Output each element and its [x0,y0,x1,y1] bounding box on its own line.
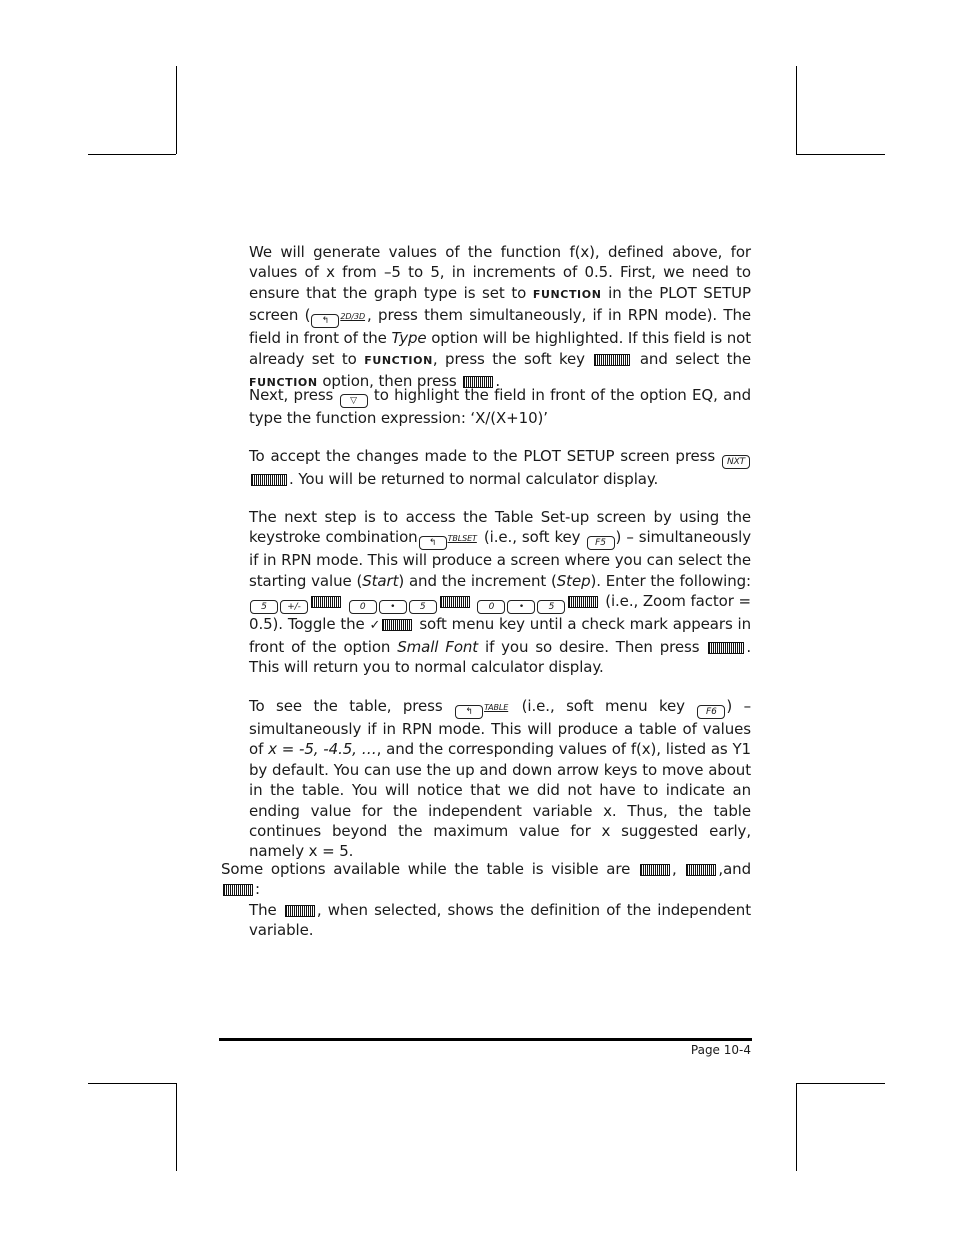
crop-mark [176,1083,177,1171]
text: To see the table, press [249,697,455,715]
left-shift-key-icon: ↰ [311,314,339,328]
text: soft menu key until a check mark appears in front of the option [249,615,751,656]
text: , and the corresponding values of f(x), listed as Y1 by default. You can use the up and down arrow keys to move about in the table. You will notice that we did not have to indicate an ending value for the independent variable x. Thus, the table continues beyond the maximum value for x suggested early, namely x = 5. [249,740,751,861]
text: , when selected, shows the definition of the independent variable. [249,901,751,940]
text: (i.e., soft menu key [510,697,697,715]
crop-mark [796,66,797,154]
text: . [495,372,500,391]
paragraph-function-setup [249,242,751,393]
text: option, then press [317,372,462,391]
zero-key-icon: 0 [349,600,377,614]
zero-key-icon: 0 [477,600,505,614]
text: if you so desire. Then press [478,637,707,656]
page-number: Page 10-4 [690,1043,751,1057]
function-keyword: FUNCTION [532,287,602,301]
crop-mark [176,66,177,154]
crop-mark [796,154,885,155]
step-emphasis: Step [556,571,591,590]
text: . You will be returned to normal calculator display. [289,470,659,488]
text: , press the soft key [432,349,593,368]
ok-softkey-icon [568,596,598,608]
function-keyword: FUNCTION [364,353,433,367]
check-mark-icon: ✓ [369,618,381,634]
decimal-key-icon: • [507,600,535,614]
down-arrow-key-icon: ▽ [340,394,368,408]
footer-rule [219,1038,752,1041]
crop-mark [796,1083,797,1171]
text: ) and the increment ( [398,571,557,590]
choos-softkey-icon [594,354,630,366]
text: to highlight the field in front of the option EQ, and type the function expression: ‘X/(X+10)’ [249,386,751,427]
zoom-softkey-icon [640,864,670,876]
text: . This will return you to normal calculator display. [249,637,752,677]
text: : [255,880,260,899]
five-key-icon: 5 [409,600,437,614]
left-shift-key-icon: ↰ [419,536,447,550]
text: and select the [632,349,751,368]
paragraph-defn [249,900,751,941]
text: ) – simultaneously if in RPN mode. This will produce a screen where you can select the starting value ( [249,528,751,590]
text: ,and [718,860,751,878]
paragraph-accept-changes [249,446,751,489]
text: in the PLOT SETUP screen ( [249,283,751,325]
ok-softkey-icon [708,642,744,654]
text: ). Enter the following: [590,571,751,590]
paragraph-see-table [249,696,751,862]
nxt-key-icon: NXT [722,455,750,469]
paragraph-table-setup [249,507,751,677]
left-shift-key-icon: ↰ [455,705,483,719]
crop-mark [88,1083,176,1084]
defn-softkey-icon [223,884,253,896]
tblset-key-label: TBLSET [447,534,477,544]
x-values-emphasis: x = -5, -4.5, … [268,740,377,759]
text: option will be highlighted. If this field is not already set to [249,329,751,368]
paragraph-table-options [221,859,751,900]
paragraph-eq-field [249,385,751,428]
ok-softkey-icon [440,596,470,608]
2d3d-key-label: 2D/3D [340,312,366,322]
crop-mark [796,1083,885,1084]
big-softkey-icon [686,864,716,876]
chk-softkey-icon [382,619,412,631]
text: We will generate values of the function f(x), defined above, for values of x from –5 to 5, in increments of 0.5. First, we need to ensure that the graph type is set to [249,243,751,302]
small-font-emphasis: Small Font [397,637,479,656]
crop-mark [88,154,176,155]
text: (i.e., Zoom factor = 0.5). Toggle the [249,592,751,634]
decimal-key-icon: • [379,600,407,614]
start-emphasis: Start [362,571,399,590]
function-keyword: FUNCTION [249,376,318,390]
erase-softkey-icon [251,474,287,486]
text: To accept the changes made to the PLOT SETUP screen press [249,447,721,465]
text: (i.e., soft key [478,528,586,547]
text: , press them simultaneously, if in RPN mode). The field in front of the [249,306,751,348]
table-key-label: TABLE [484,703,509,712]
text: The next step is to access the Table Set-up screen by using the keystroke combination [249,508,751,547]
defn-softkey-icon [285,905,315,917]
text: ) – simultaneously if in RPN mode. This will produce a table of values of [249,697,751,759]
five-key-icon: 5 [250,600,278,614]
type-emphasis: Type [391,329,427,348]
text: Next, press [249,386,339,404]
text: Some options available while the table is visible are [221,860,638,878]
f6-key-icon: F6 [697,705,725,719]
plus-minus-key-icon: +/- [280,600,308,614]
text: , [671,860,685,878]
text: The [249,901,283,919]
f5-key-icon: F5 [587,536,615,550]
five-key-icon: 5 [537,600,565,614]
ok-softkey-icon [311,596,341,608]
